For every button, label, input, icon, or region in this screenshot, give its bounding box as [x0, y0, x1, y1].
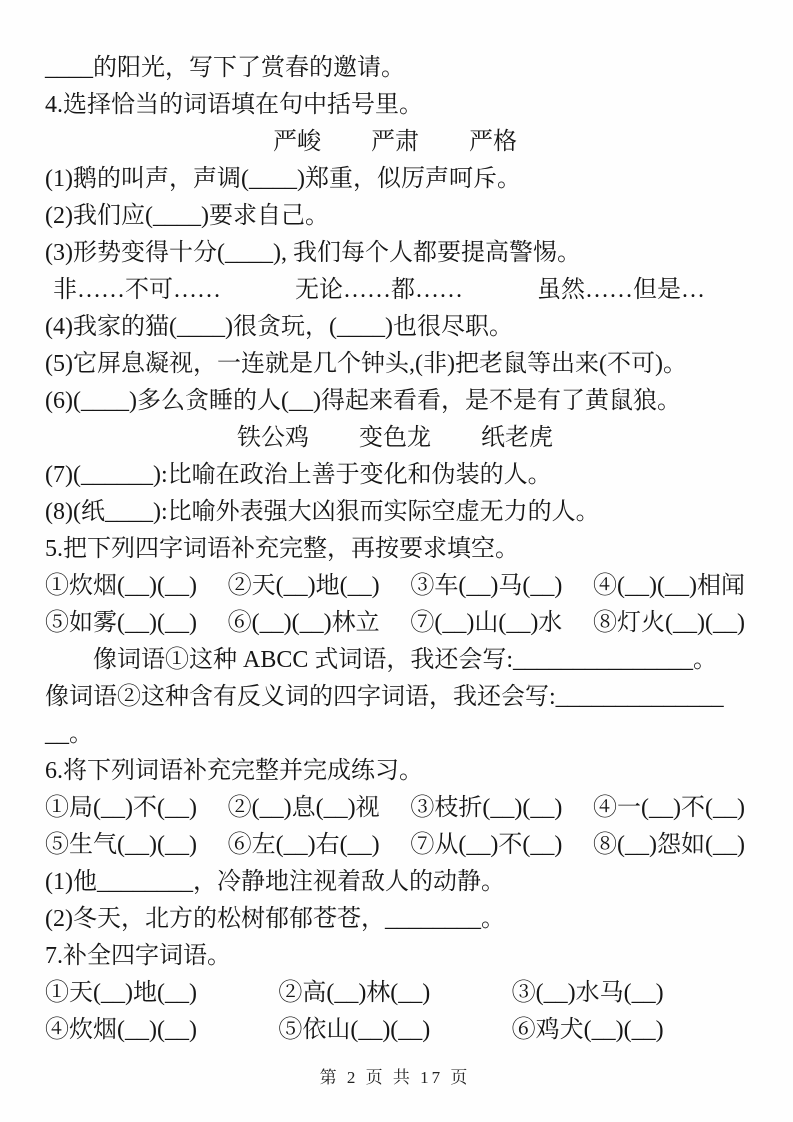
q6-row-1	[45, 790, 745, 827]
q4-item-7: (7)(______):比喻在政治上善于变化和伪装的人。	[45, 462, 552, 488]
q6-title: 6.将下列词语补充完整并完成练习。	[45, 758, 423, 784]
q5-row-2	[45, 605, 745, 642]
word-bank-word: 变色龙	[359, 425, 431, 451]
q4-title: 4.选择恰当的词语填在句中括号里。	[45, 92, 423, 118]
q4-item-3: (3)形势变得十分(____), 我们每个人都要提高警惕。	[45, 240, 581, 266]
q4-item-1: (1)鹅的叫声，声调(____)郑重，似厉声呵斥。	[45, 166, 521, 192]
word-bank-word: 严肃	[371, 129, 419, 155]
page-number-footer: 第 2 页 共 17 页	[319, 1068, 471, 1087]
word-bank-word: 虽然……但是…	[537, 277, 705, 303]
q4-item-2: (2)我们应(____)要求自己。	[45, 203, 329, 229]
q7-row-2	[45, 1012, 745, 1049]
word-bank-word: 严格	[469, 129, 517, 155]
q4-item-5: (5)它屏息凝视，一连就是几个钟头,(非)把老鼠等出来(不可)。	[45, 351, 687, 377]
word-bank-word: 无论……都……	[295, 277, 463, 303]
idiom-item: ⑦(__)山(__)水	[410, 610, 563, 636]
idiom-item: ③(__)水马(__)	[511, 980, 664, 1006]
idiom-item: ①炊烟(__)(__)	[45, 573, 197, 599]
idiom-item: ⑦从(__)不(__)	[410, 832, 563, 858]
intro-line: ____的阳光，写下了赏春的邀请。	[45, 55, 405, 81]
idiom-item: ⑤依山(__)(__)	[278, 1017, 431, 1043]
q4-item-8: (8)(纸____):比喻外表强大凶狠而实际空虚无力的人。	[45, 499, 600, 525]
q5-row-1	[45, 568, 745, 605]
q4-item-6: (6)(____)多么贪睡的人(__)得起来看看，是不是有了黄鼠狼。	[45, 388, 681, 414]
q5-fill-2-continuation: __。	[45, 721, 93, 747]
idiom-item: ①天(__)地(__)	[45, 980, 197, 1006]
idiom-item: ③车(__)马(__)	[410, 573, 563, 599]
idiom-item: ⑤如雾(__)(__)	[45, 610, 197, 636]
q7-title: 7.补全四字词语。	[45, 943, 231, 969]
idiom-item: ⑥(__)(__)林立	[227, 610, 380, 636]
word-bank-word: 铁公鸡	[237, 425, 309, 451]
idiom-item: ③枝折(__)(__)	[410, 795, 563, 821]
idiom-item: ⑤生气(__)(__)	[45, 832, 197, 858]
q5-fill-1: 像词语①这种 ABCC 式词语，我还会写:_______________。	[93, 647, 718, 673]
idiom-item: ②高(__)林(__)	[278, 980, 431, 1006]
q7-row-1	[45, 975, 745, 1012]
q4-word-bank-2	[53, 272, 705, 309]
word-bank-word: 纸老虎	[481, 425, 553, 451]
idiom-item: ⑧灯火(__)(__)	[593, 610, 745, 636]
idiom-item: ①局(__)不(__)	[45, 795, 197, 821]
idiom-item: ④一(__)不(__)	[593, 795, 745, 821]
word-bank-word: 非……不可……	[53, 277, 221, 303]
q6-item-2: (2)冬天，北方的松树郁郁苍苍，________。	[45, 906, 505, 932]
word-bank-word: 严峻	[273, 129, 321, 155]
q4-item-4: (4)我家的猫(____)很贪玩，(____)也很尽职。	[45, 314, 513, 340]
idiom-item: ②天(__)地(__)	[227, 573, 380, 599]
idiom-item: ⑧(__)怨如(__)	[593, 832, 745, 858]
idiom-item: ④(__)(__)相闻	[593, 573, 745, 599]
q6-row-2	[45, 827, 745, 864]
idiom-item: ②(__)息(__)视	[227, 795, 380, 821]
q5-title: 5.把下列四字词语补充完整，再按要求填空。	[45, 536, 519, 562]
q6-item-1: (1)他________，冷静地注视着敌人的动静。	[45, 869, 505, 895]
idiom-item: ④炊烟(__)(__)	[45, 1017, 197, 1043]
q4-word-bank-3	[45, 420, 745, 457]
q5-fill-2: 像词语②这种含有反义词的四字词语，我还会写:______________	[45, 684, 724, 710]
idiom-item: ⑥左(__)右(__)	[227, 832, 380, 858]
idiom-item: ⑥鸡犬(__)(__)	[511, 1017, 664, 1043]
q4-word-bank-1	[45, 124, 745, 161]
